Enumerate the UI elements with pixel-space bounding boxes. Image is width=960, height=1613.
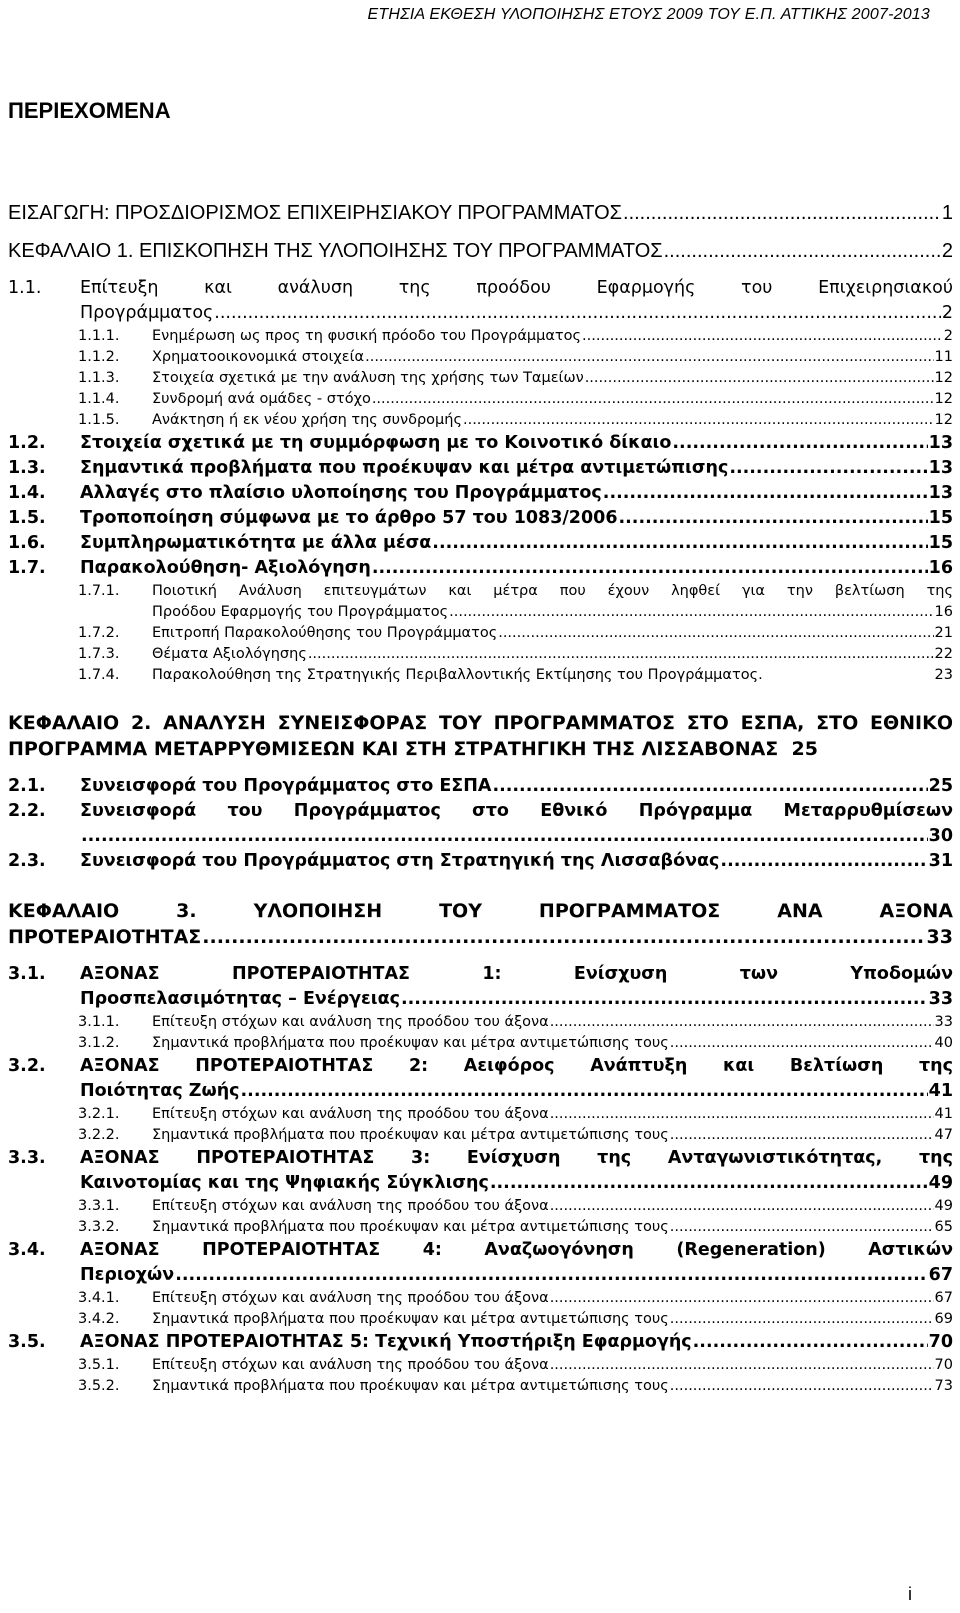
toc-entry-text: Παρακολούθηση της Στρατηγικής Περιβαλλοντικής Εκτίμησης του Προγράμματος.	[152, 667, 763, 683]
toc-entry-text: ΚΕΦΑΛΑΙΟ 3. ΥΛΟΠΟΙΗΣΗ ΤΟΥ ΠΡΟΓΡΑΜΜΑΤΟΣ ΑΝΑ ΑΞΟΝΑ	[8, 900, 953, 922]
toc-entry-text: ΑΞΟΝΑΣ ΠΡΟΤΕΡΑΙΟΤΗΤΑΣ 3: Ενίσχυση της Ανταγωνιστικότητας, της	[80, 1148, 953, 1168]
toc-leader-dots	[214, 301, 941, 326]
toc-page-number[interactable]: 65	[934, 1219, 953, 1235]
toc-leader-dots	[670, 1217, 934, 1238]
toc-page-number[interactable]: 67	[934, 1290, 953, 1306]
toc-leader-dots	[623, 200, 941, 226]
toc-entry-text: Επίτευξη στόχων και ανάλυση της προόδου του άξονα	[152, 1106, 549, 1122]
toc-entry-text: Σημαντικά προβλήματα που προέκυψαν και μέτρα αντιμετώπισης τους	[152, 1378, 669, 1394]
toc-page-number[interactable]: 70	[934, 1357, 953, 1373]
toc-entry-text: Επίτευξη στόχων και ανάλυση της προόδου του άξονα	[152, 1357, 549, 1373]
toc-entry-number: 2.1.	[8, 776, 46, 796]
toc-page-number[interactable]: 22	[934, 646, 953, 662]
toc-page-number[interactable]: 47	[934, 1127, 953, 1143]
toc-entry-text: Συμπληρωματικότητα με άλλα μέσα	[80, 533, 432, 553]
toc-page-number[interactable]: 33	[928, 989, 953, 1009]
toc-entry[interactable]	[8, 1054, 953, 1104]
toc-spacer	[8, 698, 953, 710]
toc-leader-dots	[175, 1263, 927, 1288]
toc-entry-number: 1.1.	[8, 278, 42, 298]
toc-page-number[interactable]: 16	[934, 604, 953, 620]
toc-leader-dots	[664, 238, 941, 264]
toc-page-number[interactable]: 12	[934, 391, 953, 407]
toc-leader-dots	[449, 602, 933, 623]
toc-page-number[interactable]: 21	[934, 625, 953, 641]
toc-entry[interactable]	[8, 1217, 953, 1238]
toc-entry-number: 3.3.1.	[78, 1198, 120, 1214]
toc-entry-text: Σημαντικά προβλήματα που προέκυψαν και μέτρα αντιμετώπισης	[80, 458, 729, 478]
toc-entry-number: 2.2.	[8, 801, 46, 821]
toc-entry-text: Σημαντικά προβλήματα που προέκυψαν και μέτρα αντιμετώπισης τους	[152, 1035, 669, 1051]
toc-leader-dots	[550, 1012, 934, 1033]
toc-leader-dots	[401, 987, 928, 1012]
toc-entry[interactable]	[8, 623, 953, 644]
toc-entry[interactable]	[8, 506, 953, 531]
toc-entry[interactable]	[8, 1104, 953, 1125]
toc-entry[interactable]	[8, 431, 953, 456]
toc-leader-dots	[729, 456, 927, 481]
toc-leader-dots	[670, 1125, 934, 1146]
toc-page-number[interactable]: 25	[928, 776, 953, 796]
toc-entry-text: Αλλαγές στο πλαίσιο υλοποίησης του Προγράμματος	[80, 483, 602, 503]
toc-entry-number: 1.1.5.	[78, 412, 120, 428]
toc-entry[interactable]	[8, 962, 953, 1012]
toc-leader-dots	[619, 506, 928, 531]
toc-entry-text: Προόδου Εφαρμογής του Προγράμματος	[152, 604, 449, 620]
toc-entry-number: 3.4.1.	[78, 1290, 120, 1306]
toc-spacer	[8, 762, 953, 774]
page-title: ΠΕΡΙΕΧΟΜΕΝΑ	[8, 98, 171, 123]
toc-spacer	[8, 874, 953, 886]
toc-page-number[interactable]: 12	[934, 370, 953, 386]
toc-entry-number: 1.1.4.	[78, 391, 120, 407]
toc-leader-dots	[693, 1330, 928, 1355]
toc-entry[interactable]	[8, 326, 953, 347]
toc-entry[interactable]	[8, 710, 953, 762]
toc-spacer	[8, 686, 953, 698]
toc-entry-number: 1.2.	[8, 433, 46, 453]
toc-entry-text: ΑΞΟΝΑΣ ΠΡΟΤΕΡΑΙΟΤΗΤΑΣ 1: Ενίσχυση των Υποδομών	[80, 964, 953, 984]
toc-spacer	[8, 950, 953, 962]
toc-leader-dots	[492, 774, 927, 799]
toc-leader-dots	[672, 431, 927, 456]
toc-leader-dots	[498, 623, 933, 644]
toc-leader-dots	[670, 1309, 934, 1330]
toc-page-number[interactable]: 15	[928, 533, 953, 553]
toc-entry-text: ΠΡΟΤΕΡΑΙΟΤΗΤΑΣ	[8, 926, 202, 948]
toc-spacer	[8, 886, 953, 898]
toc-entry[interactable]	[8, 799, 953, 849]
toc-entry[interactable]	[8, 410, 953, 431]
toc-entry-number: 2.3.	[8, 851, 46, 871]
toc-entry-text: Θέματα Αξιολόγησης	[152, 646, 307, 662]
toc-page-number[interactable]: 1	[941, 202, 953, 224]
toc-leader-dots	[372, 389, 934, 410]
toc-entry-text: Ενημέρωση ως προς τη φυσική πρόοδο του Προγράμματος	[152, 328, 582, 344]
toc-page-number[interactable]: 69	[934, 1311, 953, 1327]
toc-page-number[interactable]: 49	[928, 1173, 953, 1193]
toc-entry[interactable]	[8, 1330, 953, 1355]
toc-entry-number: 3.2.2.	[78, 1127, 120, 1143]
toc-entry[interactable]	[8, 368, 953, 389]
toc-entry-number: 1.7.3.	[78, 646, 120, 662]
toc-entry-text: Περιοχών	[80, 1265, 175, 1285]
toc-page-number[interactable]: 16	[928, 558, 953, 578]
toc-page-number[interactable]: 33	[926, 926, 953, 948]
toc-entry-number: 3.1.	[8, 964, 46, 984]
toc-entry-number: 1.1.1.	[78, 328, 120, 344]
toc-entry-number: 1.5.	[8, 508, 46, 528]
toc-entry[interactable]	[8, 456, 953, 481]
toc-leader-dots	[372, 556, 928, 581]
table-of-contents	[8, 200, 953, 1397]
toc-leader-dots	[603, 481, 928, 506]
toc-entry[interactable]	[8, 849, 953, 874]
toc-page-number[interactable]: 13	[928, 483, 953, 503]
toc-entry-number: 1.1.3.	[78, 370, 120, 386]
toc-entry-text: ΑΞΟΝΑΣ ΠΡΟΤΕΡΑΙΟΤΗΤΑΣ 4: Αναζωογόνηση (Regeneration) Αστικών	[80, 1240, 953, 1260]
toc-leader-dots	[463, 410, 934, 431]
toc-entry-number: 3.3.	[8, 1148, 46, 1168]
toc-entry-number: 3.5.2.	[78, 1378, 120, 1394]
toc-entry[interactable]	[8, 1125, 953, 1146]
toc-page-number[interactable]: 13	[928, 458, 953, 478]
toc-entry-number: 1.7.1.	[78, 583, 120, 599]
toc-page-number[interactable]: 40	[934, 1035, 953, 1051]
toc-entry-text: Συνδρομή ανά ομάδες - στόχο	[152, 391, 371, 407]
toc-entry[interactable]	[8, 1196, 953, 1217]
toc-entry-text: Ποιότητας Ζωής	[80, 1081, 240, 1101]
toc-entry[interactable]	[8, 1012, 953, 1033]
toc-page-number[interactable]: 41	[934, 1106, 953, 1122]
toc-page-number[interactable]: 11	[934, 349, 953, 365]
running-header: ΕΤΗΣΙΑ ΕΚΘΕΣΗ ΥΛΟΠΟΙΗΣΗΣ ΕΤΟΥΣ 2009 ΤΟΥ Ε.Π. ΑΤΤΙΚΗΣ 2007-2013	[367, 6, 930, 23]
toc-entry-number: 3.1.2.	[78, 1035, 120, 1051]
toc-entry[interactable]	[8, 481, 953, 506]
toc-page-number[interactable]: 33	[934, 1014, 953, 1030]
toc-entry[interactable]	[8, 276, 953, 326]
toc-leader-dots	[585, 368, 934, 389]
toc-entry-number: 1.6.	[8, 533, 46, 553]
toc-page-number[interactable]: 67	[928, 1265, 953, 1285]
toc-leader-dots	[550, 1288, 934, 1309]
toc-entry-text: ΑΞΟΝΑΣ ΠΡΟΤΕΡΑΙΟΤΗΤΑΣ 2: Αειφόρος Ανάπτυξη και Βελτίωση της	[80, 1056, 953, 1076]
toc-leader-dots	[550, 1104, 934, 1125]
toc-entry-text: ΕΙΣΑΓΩΓΗ: ΠΡΟΣΔΙΟΡΙΣΜΟΣ ΕΠΙΧΕΙΡΗΣΙΑΚΟΥ ΠΡΟΓΡΑΜΜΑΤΟΣ	[8, 202, 623, 224]
toc-entry[interactable]	[8, 1238, 953, 1288]
toc-entry[interactable]	[8, 1376, 953, 1397]
toc-entry-text: Επίτευξη στόχων και ανάλυση της προόδου του άξονα	[152, 1198, 549, 1214]
toc-entry-number: 1.7.2.	[78, 625, 120, 641]
toc-entry-text: Σημαντικά προβλήματα που προέκυψαν και μέτρα αντιμετώπισης τους	[152, 1127, 669, 1143]
toc-entry-text: Καινοτομίας και της Ψηφιακής Σύγκλισης	[80, 1173, 489, 1193]
toc-entry[interactable]	[8, 581, 953, 623]
toc-entry-text: Στοιχεία σχετικά με την ανάλυση της χρήσης των Ταμείων	[152, 370, 584, 386]
toc-entry-text: ΚΕΦΑΛΑΙΟ 2. ΑΝΑΛΥΣΗ ΣΥΝΕΙΣΦΟΡΑΣ ΤΟΥ ΠΡΟΓΡΑΜΜΑΤΟΣ ΣΤΟ ΕΣΠΑ, ΣΤΟ ΕΘΝΙΚΟ ΠΡΟΓΡΑΜΜΑ ΜΕΤΑΡΡΥΘΜΙΣΕΩΝ ΚΑΙ ΣΤΗ ΣΤΡΑΤΗΓΙΚΗ ΤΗΣ ΛΙΣΣΑΒΟΝΑΣ 25	[8, 712, 953, 760]
toc-entry-number: 1.4.	[8, 483, 46, 503]
toc-entry-number: 3.4.2.	[78, 1311, 120, 1327]
toc-page-number[interactable]: 73	[934, 1378, 953, 1394]
toc-spacer	[8, 226, 953, 238]
toc-entry[interactable]	[8, 238, 953, 264]
toc-page-number[interactable]: 12	[934, 412, 953, 428]
toc-entry-text: Επίτευξη και ανάλυση της προόδου Εφαρμογής του Επιχειρησιακού	[80, 278, 953, 298]
toc-entry[interactable]	[8, 665, 953, 686]
toc-entry-number: 1.1.2.	[78, 349, 120, 365]
toc-entry-number: 3.3.2.	[78, 1219, 120, 1235]
toc-entry[interactable]	[8, 1309, 953, 1330]
toc-page-number[interactable]: 49	[934, 1198, 953, 1214]
toc-entry-text: Σημαντικά προβλήματα που προέκυψαν και μέτρα αντιμετώπισης τους	[152, 1219, 669, 1235]
toc-entry-text: Επίτευξη στόχων και ανάλυση της προόδου του άξονα	[152, 1290, 549, 1306]
toc-leader-dots	[241, 1079, 928, 1104]
toc-entry-text: Τροποποίηση σύμφωνα με το άρθρο 57 του 1083/2006	[80, 508, 618, 528]
toc-leader-dots	[582, 326, 943, 347]
toc-leader-dots	[720, 849, 927, 874]
toc-entry-text: Χρηματοοικονομικά στοιχεία	[152, 349, 365, 365]
toc-leader-dots	[432, 531, 927, 556]
toc-entry-text: Προγράμματος	[80, 303, 214, 323]
toc-entry-number: 3.5.1.	[78, 1357, 120, 1373]
toc-page-number[interactable]: 2	[941, 303, 953, 323]
toc-page-number[interactable]: 30	[928, 826, 953, 846]
toc-entry-number: 3.4.	[8, 1240, 46, 1260]
toc-entry[interactable]	[8, 1033, 953, 1054]
toc-entry-text: ΑΞΟΝΑΣ ΠΡΟΤΕΡΑΙΟΤΗΤΑΣ 5: Τεχνική Υποστήριξη Εφαρμογής	[80, 1332, 692, 1352]
toc-page-number[interactable]: 2	[943, 328, 953, 344]
toc-entry[interactable]	[8, 1288, 953, 1309]
toc-leader-dots	[490, 1171, 928, 1196]
toc-page-number[interactable]: 15	[928, 508, 953, 528]
toc-leader-dots	[202, 924, 925, 950]
toc-page-number[interactable]: 31	[928, 851, 953, 871]
toc-page-number[interactable]: 2	[941, 240, 953, 262]
toc-entry-number: 3.2.	[8, 1056, 46, 1076]
toc-leader-dots	[550, 1355, 934, 1376]
toc-leader-dots	[550, 1196, 934, 1217]
toc-entry-text: Στοιχεία σχετικά με τη συμμόρφωση με το Κοινοτικό δίκαιο	[80, 433, 672, 453]
toc-entry-number: 3.1.1.	[78, 1014, 120, 1030]
toc-page-number[interactable]: 23	[934, 667, 953, 683]
toc-entry-text: Επιτροπή Παρακολούθησης του Προγράμματος	[152, 625, 498, 641]
toc-entry-text: Προσπελασιμότητας – Ενέργειας	[80, 989, 400, 1009]
toc-entry[interactable]	[8, 556, 953, 581]
toc-entry[interactable]	[8, 774, 953, 799]
toc-leader-dots	[308, 644, 934, 665]
toc-entry-number: 1.7.4.	[78, 667, 120, 683]
toc-entry[interactable]	[8, 644, 953, 665]
toc-leader-dots	[670, 1376, 934, 1397]
toc-entry[interactable]	[8, 1355, 953, 1376]
toc-leader-dots	[670, 1033, 934, 1054]
toc-entry[interactable]	[8, 347, 953, 368]
toc-page-number[interactable]: 13	[928, 433, 953, 453]
toc-entry-text: Συνεισφορά του Προγράμματος στη Στρατηγική της Λισσαβόνας	[80, 851, 720, 871]
toc-leader-dots	[81, 824, 928, 849]
toc-entry-text: ΚΕΦΑΛΑΙΟ 1. ΕΠΙΣΚΟΠΗΣΗ ΤΗΣ ΥΛΟΠΟΙΗΣΗΣ ΤΟΥ ΠΡΟΓΡΑΜΜΑΤΟΣ	[8, 240, 663, 262]
toc-entry-text: Συνεισφορά του Προγράμματος στο Εθνικό Πρόγραμμα Μεταρρυθμίσεων	[80, 801, 953, 821]
toc-entry-text: Παρακολούθηση- Αξιολόγηση	[80, 558, 371, 578]
page-number: i	[908, 1584, 912, 1604]
toc-entry-text: Ποιοτική Ανάλυση επιτευγμάτων και μέτρα που έχουν ληφθεί για την βελτίωση της	[152, 583, 953, 599]
toc-entry-number: 3.5.	[8, 1332, 46, 1352]
toc-entry-text: Σημαντικά προβλήματα που προέκυψαν και μέτρα αντιμετώπισης τους	[152, 1311, 669, 1327]
toc-entry[interactable]	[8, 898, 953, 950]
toc-entry-text: Συνεισφορά του Προγράμματος στο ΕΣΠΑ	[80, 776, 492, 796]
toc-entry-text: Ανάκτηση ή εκ νέου χρήση της συνδρομής	[152, 412, 462, 428]
toc-entry-number: 1.7.	[8, 558, 46, 578]
toc-spacer	[8, 264, 953, 276]
toc-entry-number: 3.2.1.	[78, 1106, 120, 1122]
toc-page-number[interactable]: 41	[928, 1081, 953, 1101]
toc-entry[interactable]	[8, 531, 953, 556]
toc-entry[interactable]	[8, 200, 953, 226]
toc-entry[interactable]	[8, 1146, 953, 1196]
toc-leader-dots	[365, 347, 933, 368]
toc-entry[interactable]	[8, 389, 953, 410]
toc-page-number[interactable]: 70	[928, 1332, 953, 1352]
toc-entry-text: Επίτευξη στόχων και ανάλυση της προόδου του άξονα	[152, 1014, 549, 1030]
toc-entry-number: 1.3.	[8, 458, 46, 478]
